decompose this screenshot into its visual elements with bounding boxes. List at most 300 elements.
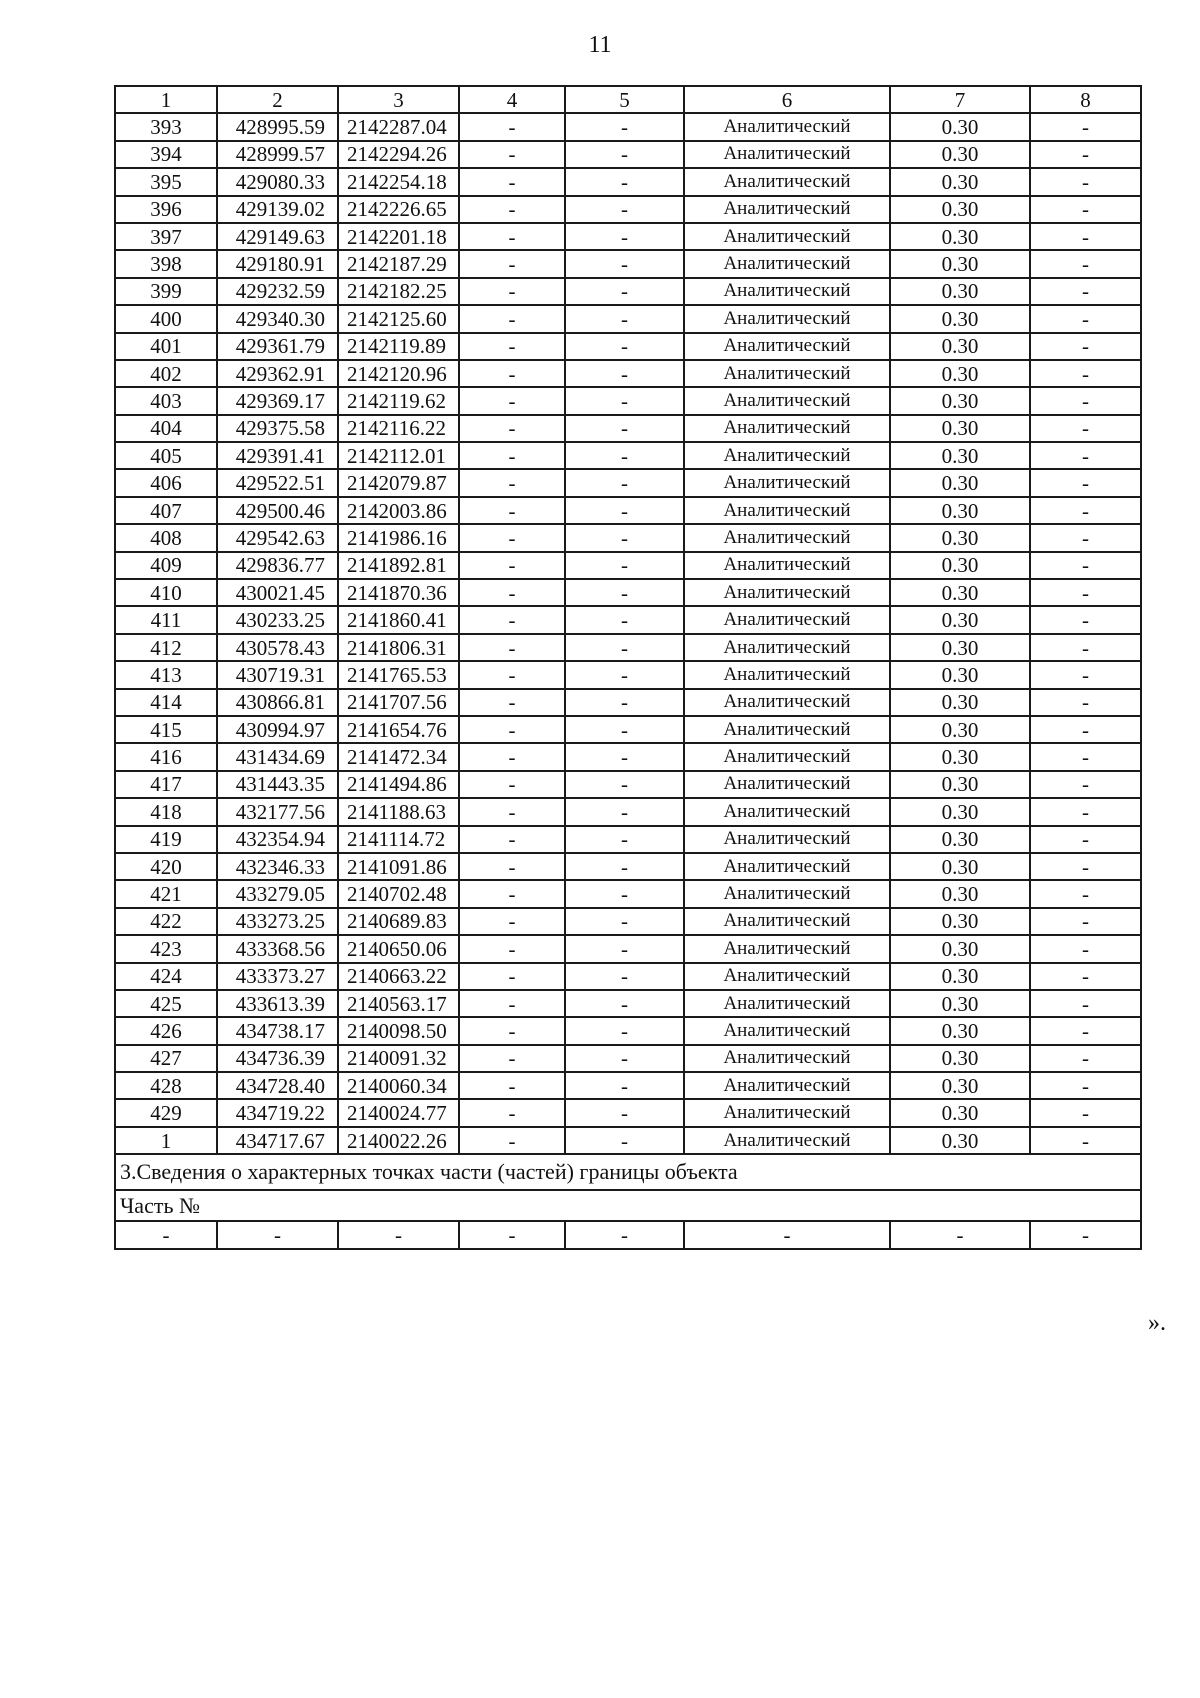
table-cell: - (459, 689, 565, 716)
table-cell: 430866.81 (217, 689, 338, 716)
table-cell: - (459, 113, 565, 140)
table-cell: Аналитический (684, 935, 890, 962)
table-cell: Аналитический (684, 442, 890, 469)
header-cell: 5 (565, 86, 684, 113)
table-cell: 0.30 (890, 278, 1030, 305)
table-cell: - (459, 469, 565, 496)
table-row (115, 387, 1141, 414)
table-cell: 2142003.86 (338, 497, 459, 524)
table-cell: Аналитический (684, 771, 890, 798)
table-cell: - (1030, 223, 1141, 250)
table-cell: 0.30 (890, 743, 1030, 770)
table-cell: - (1030, 141, 1141, 168)
table-cell: - (459, 743, 565, 770)
table-cell: 0.30 (890, 469, 1030, 496)
table-cell: 411 (115, 606, 217, 633)
table-cell: 0.30 (890, 935, 1030, 962)
table-cell: 2140098.50 (338, 1017, 459, 1044)
table-cell: 0.30 (890, 853, 1030, 880)
table-footer (115, 1154, 1141, 1248)
table-cell: - (1030, 168, 1141, 195)
table-cell: 0.30 (890, 305, 1030, 332)
table-cell: Аналитический (684, 716, 890, 743)
table-cell: - (565, 1072, 684, 1099)
table-cell: 0.30 (890, 579, 1030, 606)
table-cell: - (1030, 826, 1141, 853)
table-cell: 427 (115, 1045, 217, 1072)
table-cell: 0.30 (890, 524, 1030, 551)
table-cell: 2142120.96 (338, 360, 459, 387)
table-cell: - (565, 1127, 684, 1154)
table-cell: Аналитический (684, 497, 890, 524)
table-cell: - (1030, 1017, 1141, 1044)
table-cell: - (565, 113, 684, 140)
table-row (115, 196, 1141, 223)
table-cell: 0.30 (890, 771, 1030, 798)
table-cell: - (1030, 771, 1141, 798)
table-row (115, 743, 1141, 770)
table-cell: - (565, 305, 684, 332)
table-cell: - (565, 935, 684, 962)
table-cell: - (459, 935, 565, 962)
table-cell: 0.30 (890, 963, 1030, 990)
table-cell: - (565, 1099, 684, 1126)
table-cell: - (565, 223, 684, 250)
table-cell: 2141091.86 (338, 853, 459, 880)
table-cell: - (1030, 990, 1141, 1017)
table-cell: 431443.35 (217, 771, 338, 798)
table-cell: - (565, 716, 684, 743)
table-cell: - (565, 415, 684, 442)
table-cell: - (459, 1017, 565, 1044)
table-cell: - (565, 333, 684, 360)
table-cell: Аналитический (684, 579, 890, 606)
table-cell: 0.30 (890, 1045, 1030, 1072)
table-row (115, 880, 1141, 907)
table-cell: 429139.02 (217, 196, 338, 223)
table-cell: 429522.51 (217, 469, 338, 496)
table-cell: 2142079.87 (338, 469, 459, 496)
section-title: 3.Сведения о характерных точках части (частей) границы объекта (115, 1154, 1141, 1190)
table-cell: - (565, 552, 684, 579)
table-row (115, 250, 1141, 277)
table-cell: - (459, 168, 565, 195)
table-row (115, 360, 1141, 387)
table-cell: - (1030, 634, 1141, 661)
table-cell: 433373.27 (217, 963, 338, 990)
table-cell: 433273.25 (217, 908, 338, 935)
table-cell: 400 (115, 305, 217, 332)
table-cell: 429080.33 (217, 168, 338, 195)
table-cell: - (1030, 250, 1141, 277)
table-row (115, 223, 1141, 250)
empty-cell: - (338, 1221, 459, 1248)
table-cell: 0.30 (890, 716, 1030, 743)
table-cell: - (459, 387, 565, 414)
table-cell: 0.30 (890, 634, 1030, 661)
table-cell: - (459, 250, 565, 277)
table-cell: 429369.17 (217, 387, 338, 414)
table-cell: - (1030, 113, 1141, 140)
section-title-row (115, 1154, 1141, 1190)
table-cell: - (565, 606, 684, 633)
table-cell: - (565, 880, 684, 907)
table-cell: - (565, 387, 684, 414)
table-cell: 0.30 (890, 880, 1030, 907)
table-cell: 0.30 (890, 689, 1030, 716)
table-cell: Аналитический (684, 524, 890, 551)
table-cell: 2142116.22 (338, 415, 459, 442)
table-cell: 416 (115, 743, 217, 770)
table-cell: 2141986.16 (338, 524, 459, 551)
table-cell: Аналитический (684, 223, 890, 250)
table-cell: 415 (115, 716, 217, 743)
table-cell: 2142201.18 (338, 223, 459, 250)
table-cell: - (459, 716, 565, 743)
table-row (115, 771, 1141, 798)
empty-cell: - (1030, 1221, 1141, 1248)
table-cell: 394 (115, 141, 217, 168)
empty-cell: - (684, 1221, 890, 1248)
table-cell: 432354.94 (217, 826, 338, 853)
table-cell: - (1030, 415, 1141, 442)
table-cell: - (565, 497, 684, 524)
table-cell: - (459, 497, 565, 524)
table-cell: - (565, 853, 684, 880)
table-cell: 2141654.76 (338, 716, 459, 743)
table-cell: - (459, 360, 565, 387)
table-cell: - (459, 798, 565, 825)
table-cell: Аналитический (684, 1072, 890, 1099)
table-cell: - (459, 141, 565, 168)
table-cell: - (459, 826, 565, 853)
table-cell: Аналитический (684, 826, 890, 853)
table-cell: 404 (115, 415, 217, 442)
table-row (115, 798, 1141, 825)
table-cell: - (1030, 606, 1141, 633)
table-row (115, 661, 1141, 688)
table-cell: Аналитический (684, 333, 890, 360)
table-cell: 396 (115, 196, 217, 223)
table-cell: 399 (115, 278, 217, 305)
table-cell: - (459, 990, 565, 1017)
table-cell: - (1030, 1072, 1141, 1099)
table-cell: 401 (115, 333, 217, 360)
table-cell: 431434.69 (217, 743, 338, 770)
table-cell: 429361.79 (217, 333, 338, 360)
table-cell: 419 (115, 826, 217, 853)
table-cell: 433279.05 (217, 880, 338, 907)
empty-cell: - (890, 1221, 1030, 1248)
table-cell: - (565, 743, 684, 770)
table-cell: 2141188.63 (338, 798, 459, 825)
table-cell: 430994.97 (217, 716, 338, 743)
table-cell: 2141765.53 (338, 661, 459, 688)
table-cell: Аналитический (684, 853, 890, 880)
table-cell: 417 (115, 771, 217, 798)
table-cell: 434738.17 (217, 1017, 338, 1044)
table-cell: 0.30 (890, 1099, 1030, 1126)
table-row (115, 305, 1141, 332)
table-cell: - (1030, 716, 1141, 743)
table-cell: - (459, 1045, 565, 1072)
table-cell: - (459, 196, 565, 223)
table-cell: 403 (115, 387, 217, 414)
table-cell: Аналитический (684, 634, 890, 661)
table-cell: 2141860.41 (338, 606, 459, 633)
table-cell: 2142125.60 (338, 305, 459, 332)
table-cell: Аналитический (684, 963, 890, 990)
table-cell: - (1030, 689, 1141, 716)
table-cell: - (565, 908, 684, 935)
table-cell: - (1030, 908, 1141, 935)
table-row (115, 333, 1141, 360)
table-cell: 2140091.32 (338, 1045, 459, 1072)
table-cell: 0.30 (890, 497, 1030, 524)
table-cell: 429180.91 (217, 250, 338, 277)
table-cell: - (459, 771, 565, 798)
header-cell: 6 (684, 86, 890, 113)
table-cell: 433368.56 (217, 935, 338, 962)
table-cell: - (459, 442, 565, 469)
table-cell: - (565, 990, 684, 1017)
table-cell: 0.30 (890, 908, 1030, 935)
table-cell: - (1030, 963, 1141, 990)
table-cell: - (1030, 387, 1141, 414)
table-row (115, 415, 1141, 442)
table-cell: - (1030, 305, 1141, 332)
table-cell: 0.30 (890, 1072, 1030, 1099)
header-cell: 8 (1030, 86, 1141, 113)
part-label: Часть № (115, 1190, 1141, 1221)
header-cell: 7 (890, 86, 1030, 113)
table-cell: - (565, 771, 684, 798)
page-number: 11 (588, 32, 612, 58)
table-cell: 2141494.86 (338, 771, 459, 798)
table-cell: 0.30 (890, 387, 1030, 414)
table-cell: 395 (115, 168, 217, 195)
table-cell: 2140650.06 (338, 935, 459, 962)
table-cell: Аналитический (684, 990, 890, 1017)
table-cell: - (1030, 196, 1141, 223)
table-row (115, 278, 1141, 305)
table-cell: 430021.45 (217, 579, 338, 606)
table-cell: - (565, 196, 684, 223)
empty-cell: - (565, 1221, 684, 1248)
empty-cell: - (459, 1221, 565, 1248)
table-cell: 2141472.34 (338, 743, 459, 770)
table-row (115, 908, 1141, 935)
table-cell: - (459, 1099, 565, 1126)
table-cell: - (565, 579, 684, 606)
table-cell: 429542.63 (217, 524, 338, 551)
table-body (115, 86, 1141, 1154)
table-cell: 0.30 (890, 113, 1030, 140)
table-cell: - (459, 1127, 565, 1154)
table-cell: - (1030, 1099, 1141, 1126)
table-row (115, 990, 1141, 1017)
table-cell: - (459, 524, 565, 551)
table-cell: Аналитический (684, 661, 890, 688)
table-cell: 429362.91 (217, 360, 338, 387)
table-cell: Аналитический (684, 743, 890, 770)
table-cell: - (459, 908, 565, 935)
table-cell: - (459, 223, 565, 250)
coordinates-table (114, 85, 1142, 1250)
table-row (115, 634, 1141, 661)
table-cell: Аналитический (684, 1127, 890, 1154)
table-row (115, 1045, 1141, 1072)
table-cell: 2140702.48 (338, 880, 459, 907)
table-row (115, 141, 1141, 168)
table-row (115, 935, 1141, 962)
table-cell: - (565, 524, 684, 551)
table-cell: - (565, 826, 684, 853)
table-cell: 2140060.34 (338, 1072, 459, 1099)
table-cell: - (1030, 880, 1141, 907)
table-cell: 1 (115, 1127, 217, 1154)
table-cell: Аналитический (684, 196, 890, 223)
table-cell: Аналитический (684, 305, 890, 332)
table-cell: - (459, 579, 565, 606)
table-row (115, 716, 1141, 743)
table-cell: 408 (115, 524, 217, 551)
table-cell: Аналитический (684, 552, 890, 579)
table-cell: 0.30 (890, 1127, 1030, 1154)
table-cell: 0.30 (890, 606, 1030, 633)
table-cell: 429836.77 (217, 552, 338, 579)
table-cell: 429 (115, 1099, 217, 1126)
table-cell: 425 (115, 990, 217, 1017)
part-label-row (115, 1190, 1141, 1221)
table-cell: - (1030, 1127, 1141, 1154)
empty-cell: - (115, 1221, 217, 1248)
table-cell: 0.30 (890, 442, 1030, 469)
table-cell: 0.30 (890, 360, 1030, 387)
table-row (115, 1017, 1141, 1044)
table-cell: 420 (115, 853, 217, 880)
table-cell: - (459, 963, 565, 990)
table-cell: 429340.30 (217, 305, 338, 332)
table-cell: 0.30 (890, 826, 1030, 853)
header-cell: 3 (338, 86, 459, 113)
table-cell: Аналитический (684, 250, 890, 277)
table-cell: 2142119.62 (338, 387, 459, 414)
table-cell: 2141806.31 (338, 634, 459, 661)
table-header-row (115, 86, 1141, 113)
table-cell: 2141707.56 (338, 689, 459, 716)
table-cell: 2142119.89 (338, 333, 459, 360)
table-cell: 2140663.22 (338, 963, 459, 990)
table-cell: Аналитический (684, 278, 890, 305)
header-cell: 1 (115, 86, 217, 113)
table-cell: - (1030, 469, 1141, 496)
table-cell: Аналитический (684, 606, 890, 633)
table-cell: Аналитический (684, 880, 890, 907)
table-cell: 0.30 (890, 1017, 1030, 1044)
table-cell: Аналитический (684, 415, 890, 442)
table-cell: 405 (115, 442, 217, 469)
table-cell: 0.30 (890, 990, 1030, 1017)
table-cell: - (459, 333, 565, 360)
table-cell: - (1030, 278, 1141, 305)
table-cell: - (459, 415, 565, 442)
table-cell: 421 (115, 880, 217, 907)
table-cell: Аналитический (684, 113, 890, 140)
table-cell: 432346.33 (217, 853, 338, 880)
table-cell: 410 (115, 579, 217, 606)
table-cell: - (565, 442, 684, 469)
table-cell: 2142112.01 (338, 442, 459, 469)
table-cell: 434717.67 (217, 1127, 338, 1154)
table-cell: 0.30 (890, 141, 1030, 168)
table-cell: - (565, 360, 684, 387)
table-row (115, 1127, 1141, 1154)
table-cell: 434728.40 (217, 1072, 338, 1099)
table-cell: - (565, 168, 684, 195)
table-cell: 398 (115, 250, 217, 277)
table-cell: 0.30 (890, 250, 1030, 277)
table-cell: - (459, 606, 565, 633)
table-cell: - (1030, 524, 1141, 551)
table-cell: 0.30 (890, 223, 1030, 250)
table-cell: - (565, 798, 684, 825)
table-cell: Аналитический (684, 168, 890, 195)
table-row (115, 853, 1141, 880)
table-cell: 2142187.29 (338, 250, 459, 277)
table-cell: 0.30 (890, 552, 1030, 579)
table-cell: - (565, 689, 684, 716)
table-cell: 432177.56 (217, 798, 338, 825)
table-cell: 0.30 (890, 798, 1030, 825)
table-cell: - (459, 880, 565, 907)
table-cell: 0.30 (890, 415, 1030, 442)
coordinates-table-wrapper (114, 85, 1140, 1250)
table-cell: - (1030, 661, 1141, 688)
table-cell: - (565, 963, 684, 990)
table-cell: Аналитический (684, 469, 890, 496)
table-cell: - (565, 1045, 684, 1072)
table-cell: - (1030, 497, 1141, 524)
table-cell: - (459, 305, 565, 332)
table-cell: 2142287.04 (338, 113, 459, 140)
table-cell: 434736.39 (217, 1045, 338, 1072)
table-cell: 430719.31 (217, 661, 338, 688)
table-cell: 0.30 (890, 168, 1030, 195)
table-cell: 428995.59 (217, 113, 338, 140)
table-cell: 393 (115, 113, 217, 140)
table-cell: - (1030, 360, 1141, 387)
table-row (115, 113, 1141, 140)
table-row (115, 442, 1141, 469)
table-cell: - (1030, 853, 1141, 880)
table-cell: 2141892.81 (338, 552, 459, 579)
table-cell: 2140024.77 (338, 1099, 459, 1126)
table-cell: - (1030, 1045, 1141, 1072)
table-cell: - (1030, 798, 1141, 825)
table-row (115, 469, 1141, 496)
table-row (115, 1099, 1141, 1126)
table-cell: 0.30 (890, 196, 1030, 223)
table-cell: 2140689.83 (338, 908, 459, 935)
empty-part-row (115, 1221, 1141, 1248)
table-cell: - (459, 1072, 565, 1099)
table-cell: 409 (115, 552, 217, 579)
table-cell: 2142254.18 (338, 168, 459, 195)
table-cell: Аналитический (684, 1099, 890, 1126)
table-cell: - (459, 552, 565, 579)
table-cell: 0.30 (890, 333, 1030, 360)
